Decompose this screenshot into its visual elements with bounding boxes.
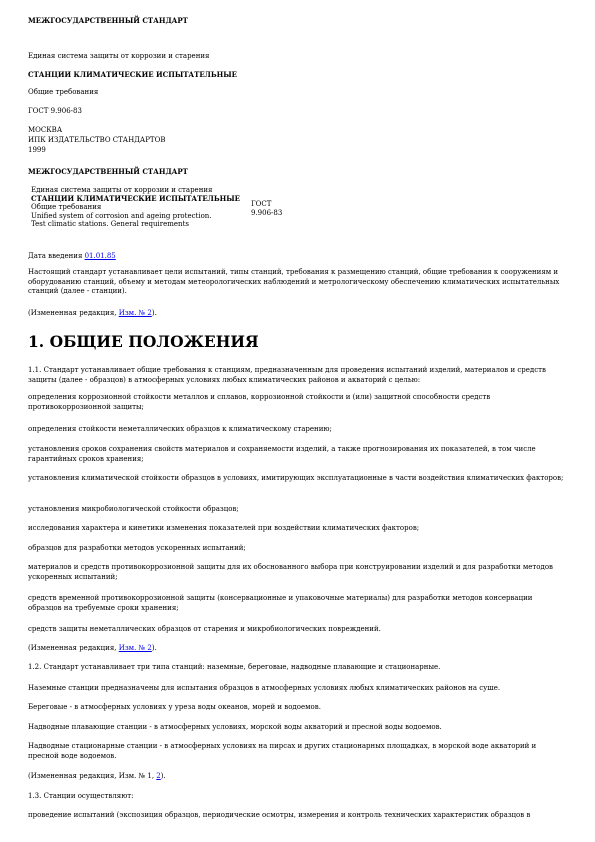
introduction-date xyxy=(28,252,568,262)
paragraph-1-3-item: проведение испытаний (экспозиция образцов, периодические осмотры, измерения и контроль технических характеристик образцов в xyxy=(28,811,531,819)
change-note xyxy=(28,644,568,654)
publication-city: МОСКВА xyxy=(28,126,63,134)
title-line-english: Unified system of corrosion and ageing protection. xyxy=(31,211,212,220)
list-item: материалов и средств противокоррозионной защиты для их обоснованного выбора при конструировании изделий и для разработки методов ускоренных испытаний; xyxy=(28,563,553,581)
code-number: 9.906-83 xyxy=(251,208,283,217)
paragraph-ground-stations: Наземные станции предназначены для испытания образцов в атмосферных условиях любых климатических районов на суше. xyxy=(28,684,501,692)
title-cell xyxy=(28,186,248,229)
paragraph-floating-stations: Надводные плавающие станции - в атмосферных условиях, морской воды акваторий и пресной воды водоемов. xyxy=(28,723,442,731)
title-line: СТАНЦИИ КЛИМАТИЧЕСКИЕ ИСПЫТАТЕЛЬНЫЕ xyxy=(31,193,241,203)
change-note-prefix: (Измененная редакция, Изм. № 1, xyxy=(28,772,155,780)
change-note xyxy=(28,309,568,319)
list-item: средств защиты неметаллических образцов от старения и микробиологических повреждений. xyxy=(28,625,381,633)
list-item: образцов для разработки методов ускоренных испытаний; xyxy=(28,544,246,552)
system-name: Единая система защиты от коррозии и старения xyxy=(28,52,210,60)
amendment-link[interactable]: Изм. № 2 xyxy=(118,309,152,317)
list-item: установления сроков сохранения свойств материалов и сохраняемости изделий, а также прогнозирования их показателей, в том числе гарантийных сроков хранения; xyxy=(28,445,536,463)
change-note-prefix: (Измененная редакция, xyxy=(28,644,117,652)
title-line: Общие требования xyxy=(31,203,102,212)
introduction-date-label: Дата введения xyxy=(28,252,83,260)
standard-kind: МЕЖГОСУДАРСТВЕННЫЙ СТАНДАРТ xyxy=(28,16,188,25)
code-label: ГОСТ xyxy=(251,200,272,208)
amendment-link[interactable]: Изм. № 2 xyxy=(118,644,152,652)
document-designation: ГОСТ 9.906-83 xyxy=(28,107,82,115)
change-note-suffix: ). xyxy=(160,772,166,780)
list-item: исследования характера и кинетики изменения показателей при воздействии климатических факторов; xyxy=(28,524,420,532)
paragraph-1-1: 1.1. Стандарт устанавливает общие требования к станциям, предназначенным для проведения испытаний изделий, материалов и средств защиты (далее - образцов) в атмосферных условиях любых климатических районов и акваторий с целью: xyxy=(28,366,546,384)
list-item: установления климатической стойкости образцов в условиях, имитирующих эксплуатационные в части воздействия климатических факторов; xyxy=(28,474,564,482)
code-cell xyxy=(248,186,308,229)
list-item: определения коррозионной стойкости металлов и сплавов, коррозионной стойкости и (или) защитной способности средств противокоррозионной защиты; xyxy=(28,393,491,411)
change-note-suffix: ). xyxy=(151,309,157,317)
paragraph-1-3: 1.3. Станции осуществляют: xyxy=(28,792,134,800)
standard-kind-2: МЕЖГОСУДАРСТВЕННЫЙ СТАНДАРТ xyxy=(28,167,188,176)
section-heading: 1. ОБЩИЕ ПОЛОЖЕНИЯ xyxy=(28,332,259,351)
publication-year: 1999 xyxy=(28,146,46,154)
introduction-date-link[interactable]: 01.01.85 xyxy=(84,252,116,260)
publisher: ИПК ИЗДАТЕЛЬСТВО СТАНДАРТОВ xyxy=(28,136,166,144)
list-item: установления микробиологической стойкости образцов; xyxy=(28,505,239,513)
paragraph-stationary-stations: Надводные стационарные станции - в атмосферных условиях на пирсах и других стационарных площадках, в морской воде акваторий и пресной воде водоемов. xyxy=(28,742,537,760)
change-note-prefix: (Измененная редакция, xyxy=(28,309,117,317)
list-item: определения стойкости неметаллических образцов к климатическому старению; xyxy=(28,425,332,433)
scope-paragraph: Настоящий стандарт устанавливает цели испытаний, типы станций, требования к размещению станций, общие требования к сооружениям и оборудованию станций, объему и методам метеорологических наблюдений и метрологическому обеспечению климатических испытательных станций (далее - станции). xyxy=(28,268,560,296)
title-table xyxy=(28,186,308,229)
change-note xyxy=(28,772,568,782)
title-line: Единая система защиты от коррозии и старения xyxy=(31,186,213,194)
paragraph-coastal-stations: Береговые - в атмосферных условиях у уреза воды океанов, морей и водоемов. xyxy=(28,703,321,711)
list-item: средств временной противокоррозионной защиты (консервационные и упаковочные материалы) для разработки методов консервации образцов на требуемые сроки хранения; xyxy=(28,594,533,612)
paragraph-1-2: 1.2. Стандарт устанавливает три типа станций: наземные, береговые, надводные плавающие и стационарные. xyxy=(28,663,441,671)
document-subtitle: Общие требования xyxy=(28,88,99,96)
document-title: СТАНЦИИ КЛИМАТИЧЕСКИЕ ИСПЫТАТЕЛЬНЫЕ xyxy=(28,70,238,79)
amendment-link[interactable]: 2 xyxy=(156,772,161,780)
title-line-english: Test climatic stations. General requirements xyxy=(31,220,189,229)
change-note-suffix: ). xyxy=(151,644,157,652)
